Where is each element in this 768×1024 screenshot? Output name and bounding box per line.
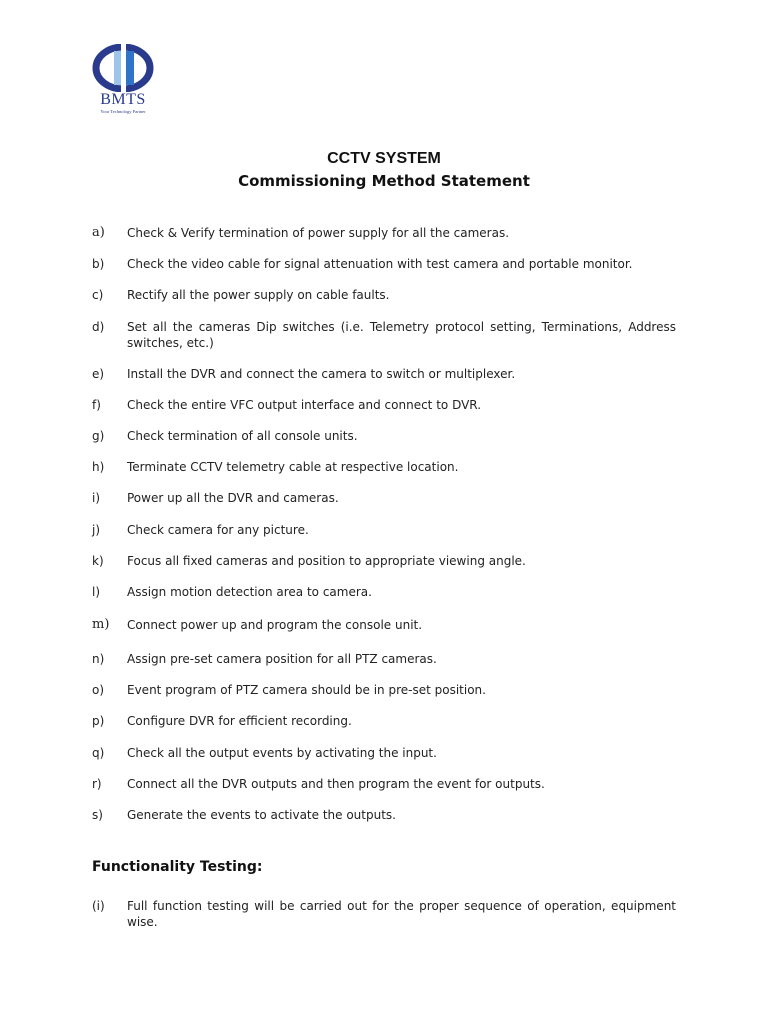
list-item-label: b) [92, 257, 105, 271]
list-item-label: o) [92, 683, 105, 697]
list-item-text: Full function testing will be carried out for the proper sequence of operation, equipment wise. [127, 899, 676, 929]
list-item-label: d) [92, 320, 105, 334]
list-item-label: n) [92, 652, 105, 666]
logo-wordmark: BMTS [100, 91, 146, 108]
list-item-text: Power up all the DVR and cameras. [127, 491, 339, 505]
document-title: CCTV SYSTEM [327, 150, 441, 167]
list-item-label: (i) [92, 899, 105, 913]
logo-tagline: Your Technology Partner [100, 109, 146, 114]
list-item-label: j) [92, 523, 101, 537]
list-item-label: s) [92, 808, 103, 822]
list-item-text: Check termination of all console units. [127, 429, 358, 443]
list-item-text: Set all the cameras Dip switches (i.e. Telemetry protocol setting, Terminations, Address switches, etc.) [127, 320, 676, 350]
list-item-text: Assign motion detection area to camera. [127, 585, 372, 599]
list-item-text: Connect all the DVR outputs and then program the event for outputs. [127, 777, 545, 791]
list-item-label: e) [92, 367, 105, 381]
list-item-label: q) [92, 746, 105, 760]
document-subtitle: Commissioning Method Statement [238, 172, 530, 190]
list-item-label: i) [92, 491, 101, 505]
list-item-text: Assign pre-set camera position for all PTZ cameras. [127, 652, 437, 666]
list-item-label: a) [92, 225, 105, 240]
list-item-label: f) [92, 398, 101, 412]
list-item-label: p) [92, 714, 105, 728]
list-item-label: h) [92, 460, 105, 474]
list-item-text: Event program of PTZ camera should be in pre-set position. [127, 683, 486, 697]
list-item-label: m) [92, 617, 110, 632]
list-item-text: Check the video cable for signal attenuation with test camera and portable monitor. [127, 257, 633, 271]
list-item-text: Generate the events to activate the outputs. [127, 808, 396, 822]
list-item-label: c) [92, 288, 104, 302]
list-item-text: Install the DVR and connect the camera to switch or multiplexer. [127, 367, 516, 381]
list-item-text: Check all the output events by activating the input. [127, 746, 437, 760]
list-item-label: k) [92, 554, 104, 568]
list-item-label: r) [92, 777, 102, 791]
logo-emblem-icon [92, 44, 154, 92]
list-item-text: Check the entire VFC output interface and connect to DVR. [127, 398, 482, 412]
list-item-label: l) [92, 585, 101, 599]
company-logo [92, 44, 154, 116]
list-item-text: Configure DVR for efficient recording. [127, 714, 352, 728]
list-item-label: g) [92, 429, 105, 443]
list-item-text: Connect power up and program the console unit. [127, 618, 423, 632]
list-item-text: Rectify all the power supply on cable faults. [127, 288, 390, 302]
list-item-text: Check camera for any picture. [127, 523, 309, 537]
list-item-text: Terminate CCTV telemetry cable at respective location. [127, 460, 459, 474]
list-item-text: Focus all fixed cameras and position to appropriate viewing angle. [127, 554, 526, 568]
list-item-text: Check & Verify termination of power supply for all the cameras. [127, 226, 510, 240]
section-heading-functionality: Functionality Testing: [92, 859, 263, 875]
